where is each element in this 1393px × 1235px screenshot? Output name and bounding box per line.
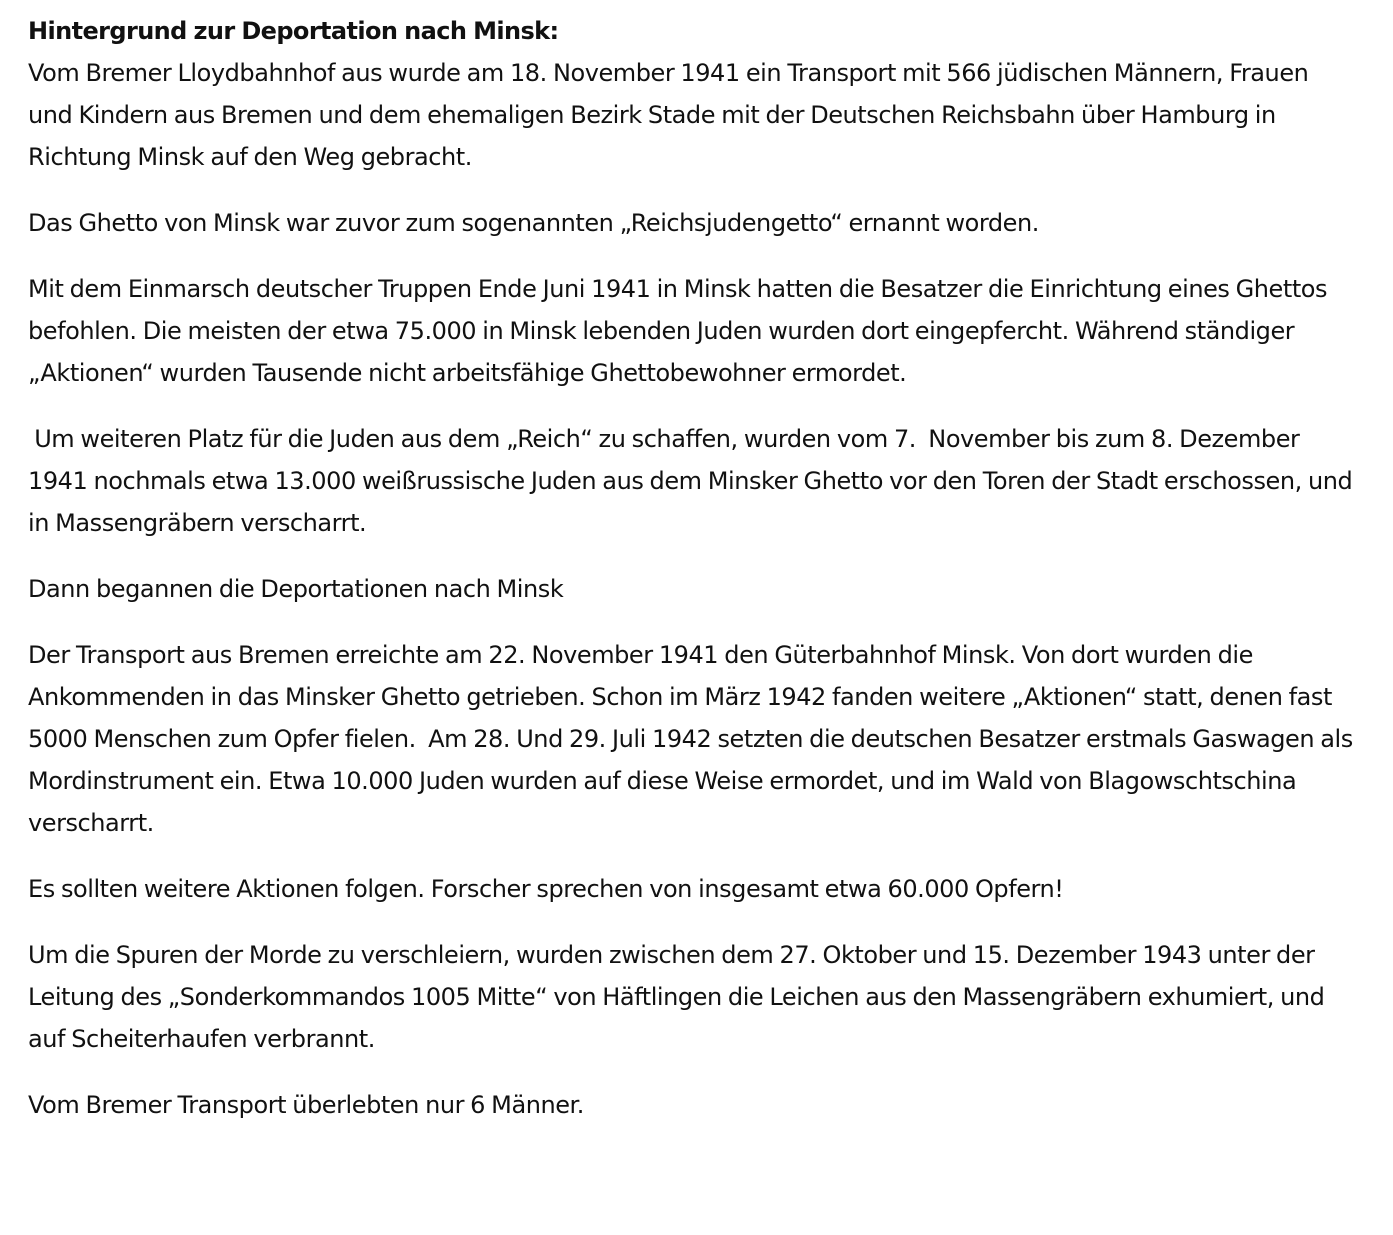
paragraph-transport: Vom Bremer Lloydbahnhof aus wurde am 18. November 1941 ein Transport mit 566 jüdischen Männern, Frauen und Kindern aus Bremen und dem ehemaligen Bezirk Stade mit der Deutschen Reichsbahn über Hamburg in Richtung Minsk auf den Weg gebracht. <box>28 59 1315 171</box>
paragraph-ankunft: Der Transport aus Bremen erreichte am 22. November 1941 den Güterbahnhof Minsk. Von dort wurden die Ankommenden in das Minsker Ghetto getrieben. Schon im März 1942 fanden weitere „Aktionen“ statt, denen fast 5000 Menschen zum Opfer fielen. Am 28. Und 29. Juli 1942 setzten die deutschen Besatzer erstmals Gaswagen als Mordinstrument ein. Etwa 10.000 Juden wurden auf diese Weise ermordet, und im Wald von Blagowschtschina verscharrt. <box>28 641 1360 837</box>
paragraph-erschiessungen: Um weiteren Platz für die Juden aus dem „Reich“ zu schaffen, wurden vom 7. November bis zum 8. Dezember 1941 nochmals etwa 13.000 weißrussische Juden aus dem Minsker Ghetto vor den Toren der Stadt erschossen, und in Massengräbern verscharrt. <box>28 425 1359 537</box>
paragraph-ueberlebende: Vom Bremer Transport überlebten nur 6 Männer. <box>28 1091 584 1119</box>
document-body <box>28 10 1358 1150</box>
document-heading: Hintergrund zur Deportation nach Minsk: <box>28 17 559 45</box>
paragraph-reichsjudengetto: Das Ghetto von Minsk war zuvor zum sogenannten „Reichsjudengetto“ ernannt worden. <box>28 209 1039 237</box>
paragraph-einmarsch: Mit dem Einmarsch deutscher Truppen Ende Juni 1941 in Minsk hatten die Besatzer die Einrichtung eines Ghettos befohlen. Die meisten der etwa 75.000 in Minsk lebenden Juden wurden dort eingepfercht. Während ständiger „Aktionen“ wurden Tausende nicht arbeitsfähige Ghettobewohner ermordet. <box>28 275 1334 387</box>
paragraph-exhumierung: Um die Spuren der Morde zu verschleiern, wurden zwischen dem 27. Oktober und 15. Dezember 1943 unter der Leitung des „Sonderkommandos 1005 Mitte“ von Häftlingen die Leichen aus den Massengräbern exhumiert, und auf Scheiterhaufen verbrannt. <box>28 941 1331 1053</box>
paragraph-opferzahl: Es sollten weitere Aktionen folgen. Forscher sprechen von insgesamt etwa 60.000 Opfern! <box>28 875 1064 903</box>
paragraph-deportationen: Dann begannen die Deportationen nach Minsk <box>28 575 564 603</box>
